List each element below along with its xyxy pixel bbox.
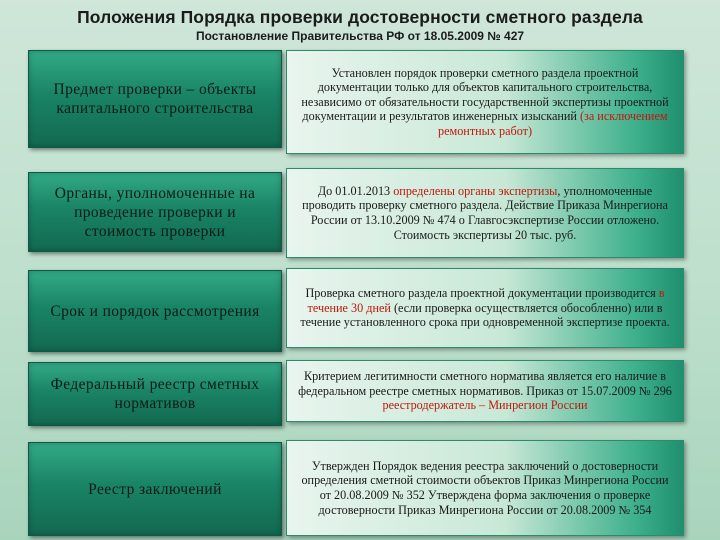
row-subject-description-box (286, 50, 684, 154)
row-conclusions-registry-label: Реестр заключений (88, 480, 222, 498)
row-subject-text: Установлен порядок проверки сметного раздела проектной документации только для объектов капитального строительства, независимо от обязательности государственной экспертизы проектной документации и результатов инженерных изысканий (301, 65, 669, 124)
row-subject-label: Предмет проверки – объекты капитального строительства (53, 81, 257, 117)
slide-header (0, 0, 720, 48)
row-terms-description (295, 286, 675, 330)
row-federal-registry-label: Федеральный реестр сметных нормативов (50, 376, 260, 412)
row-terms-label: Срок и порядок рассмотрения (50, 302, 260, 320)
row-subject-highlight: (за исключением ремонтных работ) (437, 109, 668, 138)
row-authorities-text-2: , уполномоченные проводить проверку сметного раздела. Действие Приказа Минрегиона России от 13.10.2009 № 474 о Главгосэкспертизе России отложено. Стоимость экспертизы 20 тыс. руб. (302, 183, 668, 242)
row-terms-label-box (28, 270, 282, 352)
row-conclusions-registry-label-box (28, 442, 282, 536)
slide-subtitle: Постановление Правительства РФ от 18.05.2009 № 427 (195, 29, 525, 43)
row-federal-registry-description (295, 369, 675, 413)
row-terms-highlight: в течение 30 дней (307, 286, 665, 315)
row-authorities-label-box (28, 172, 282, 252)
row-federal-registry-highlight: реестродержатель – Минрегион России (382, 398, 588, 413)
row-authorities-label: Органы, уполномоченные на проведение проверки и стоимость проверки (54, 184, 256, 240)
row-conclusions-registry-description-box (286, 440, 684, 536)
row-authorities-text-1: До 01.01.2013 (317, 183, 394, 198)
row-subject-description (295, 66, 675, 139)
row-authorities-description (295, 184, 675, 242)
row-subject-label-box (28, 50, 282, 148)
row-authorities-highlight: определены органы экспертизы (393, 183, 558, 198)
row-federal-registry-description-box (286, 360, 684, 422)
row-federal-registry-text: Критерием легитимности сметного норматива является его наличие в федеральном реестре сметных нормативов. Приказ от 15.07.2009 № 296 (298, 369, 672, 398)
row-authorities-description-box (286, 168, 684, 258)
row-federal-registry-label-box (28, 362, 282, 426)
slide-title: Положения Порядка проверки достоверности сметного раздела (77, 7, 643, 27)
row-terms-text-2: (если проверка осуществляется обособленно) или в течение установленного срока при одновременной экспертизе проекта. (300, 300, 670, 330)
row-terms-text-1: Проверка сметного раздела проектной документации производится (305, 286, 659, 301)
row-terms-description-box (286, 268, 684, 348)
row-conclusions-registry-description: Утвержден Порядок ведения реестра заключений о достоверности определения сметной стоимости объектов Приказ Минрегиона России от 20.08.2009 № 352 Утверждена форма заключения о проверке достоверности Приказ Минрегиона России от 20.08.2009 № 354 (301, 458, 669, 517)
